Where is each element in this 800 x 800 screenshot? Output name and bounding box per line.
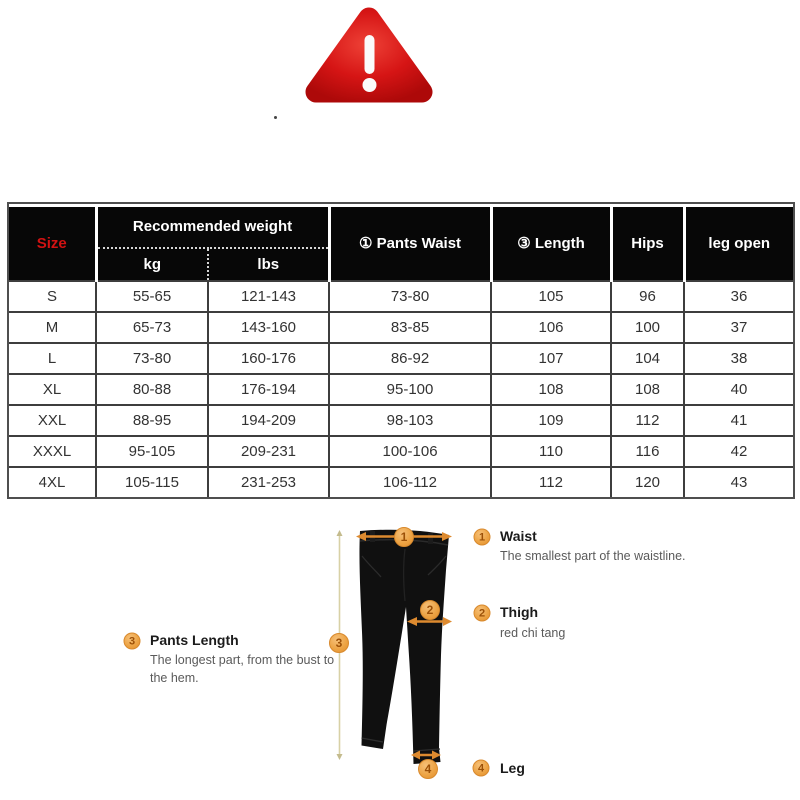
cell-kg: 65-73: [96, 312, 208, 343]
size-table: [9, 204, 793, 497]
cell-lbs: 121-143: [208, 281, 329, 312]
cell-pants-waist: 86-92: [329, 343, 491, 374]
cell-hips: 100: [611, 312, 684, 343]
col-header-recommended-weight: Recommended weight: [96, 206, 329, 248]
cell-size: XXXL: [9, 436, 96, 467]
cell-leg-open: 36: [684, 281, 793, 312]
cell-leg-open: 40: [684, 374, 793, 405]
figure-badge-waist: 1: [394, 527, 414, 547]
cell-length: 110: [491, 436, 611, 467]
col-header-pants-waist: ① Pants Waist: [329, 206, 491, 281]
callout-title-pants-length: Pants Length: [150, 632, 239, 648]
cell-kg: 80-88: [96, 374, 208, 405]
cell-leg-open: 42: [684, 436, 793, 467]
table-row: [9, 436, 793, 467]
col-header-size: Size: [9, 206, 96, 281]
cell-lbs: 143-160: [208, 312, 329, 343]
cell-hips: 116: [611, 436, 684, 467]
col-header-length: ③ Length: [491, 206, 611, 281]
table-row: [9, 467, 793, 497]
callout-title-leg: Leg: [500, 760, 525, 776]
table-row: [9, 281, 793, 312]
cell-hips: 108: [611, 374, 684, 405]
cell-length: 105: [491, 281, 611, 312]
cell-length: 109: [491, 405, 611, 436]
cell-hips: 112: [611, 405, 684, 436]
cell-kg: 55-65: [96, 281, 208, 312]
cell-pants-waist: 83-85: [329, 312, 491, 343]
cell-lbs: 194-209: [208, 405, 329, 436]
cell-lbs: 160-176: [208, 343, 329, 374]
cell-hips: 96: [611, 281, 684, 312]
col-header-lbs: lbs: [208, 248, 329, 281]
cell-pants-waist: 95-100: [329, 374, 491, 405]
cell-kg: 95-105: [96, 436, 208, 467]
cell-length: 106: [491, 312, 611, 343]
cell-kg: 105-115: [96, 467, 208, 497]
cell-pants-waist: 100-106: [329, 436, 491, 467]
cell-pants-waist: 98-103: [329, 405, 491, 436]
callout-desc-thigh: red chi tang: [500, 626, 566, 640]
figure-badge-thigh: 2: [420, 600, 440, 620]
figure-badge-leg: 4: [418, 759, 438, 779]
col-header-kg: kg: [96, 248, 208, 281]
callout-desc-pants-length: The longest part, from the bust to the hem.: [150, 653, 335, 686]
col-header-leg-open: leg open: [684, 206, 793, 281]
table-row: [9, 405, 793, 436]
cell-leg-open: 41: [684, 405, 793, 436]
pants-illustration: [325, 520, 475, 792]
table-row: [9, 343, 793, 374]
callout-badge-waist: 1: [474, 529, 491, 546]
cell-hips: 104: [611, 343, 684, 374]
callout-title-thigh: Thigh: [500, 604, 539, 620]
table-row: [9, 312, 793, 343]
callout-badge-leg: 4: [473, 760, 490, 777]
figure-badge-length: 3: [329, 633, 349, 653]
callout-title-waist: Waist: [500, 528, 537, 544]
cell-leg-open: 38: [684, 343, 793, 374]
callout-badge-pants-length: 3: [124, 633, 141, 650]
cell-lbs: 176-194: [208, 374, 329, 405]
cell-leg-open: 37: [684, 312, 793, 343]
cell-lbs: 209-231: [208, 436, 329, 467]
cell-length: 107: [491, 343, 611, 374]
cell-size: M: [9, 312, 96, 343]
cell-length: 108: [491, 374, 611, 405]
col-header-hips: Hips: [611, 206, 684, 281]
cell-pants-waist: 73-80: [329, 281, 491, 312]
cell-kg: 88-95: [96, 405, 208, 436]
cell-length: 112: [491, 467, 611, 497]
table-row: [9, 374, 793, 405]
callout-desc-waist: The smallest part of the waistline.: [500, 549, 686, 563]
callout-badge-thigh: 2: [474, 605, 491, 622]
cell-size: S: [9, 281, 96, 312]
stray-dot: [274, 116, 277, 119]
warning-triangle-icon: [295, 0, 445, 118]
cell-hips: 120: [611, 467, 684, 497]
size-chart-table: [7, 202, 795, 499]
cell-size: 4XL: [9, 467, 96, 497]
warning-triangle-svg: [295, 0, 445, 118]
cell-size: XXL: [9, 405, 96, 436]
cell-lbs: 231-253: [208, 467, 329, 497]
cell-pants-waist: 106-112: [329, 467, 491, 497]
cell-leg-open: 43: [684, 467, 793, 497]
cell-kg: 73-80: [96, 343, 208, 374]
cell-size: L: [9, 343, 96, 374]
cell-size: XL: [9, 374, 96, 405]
